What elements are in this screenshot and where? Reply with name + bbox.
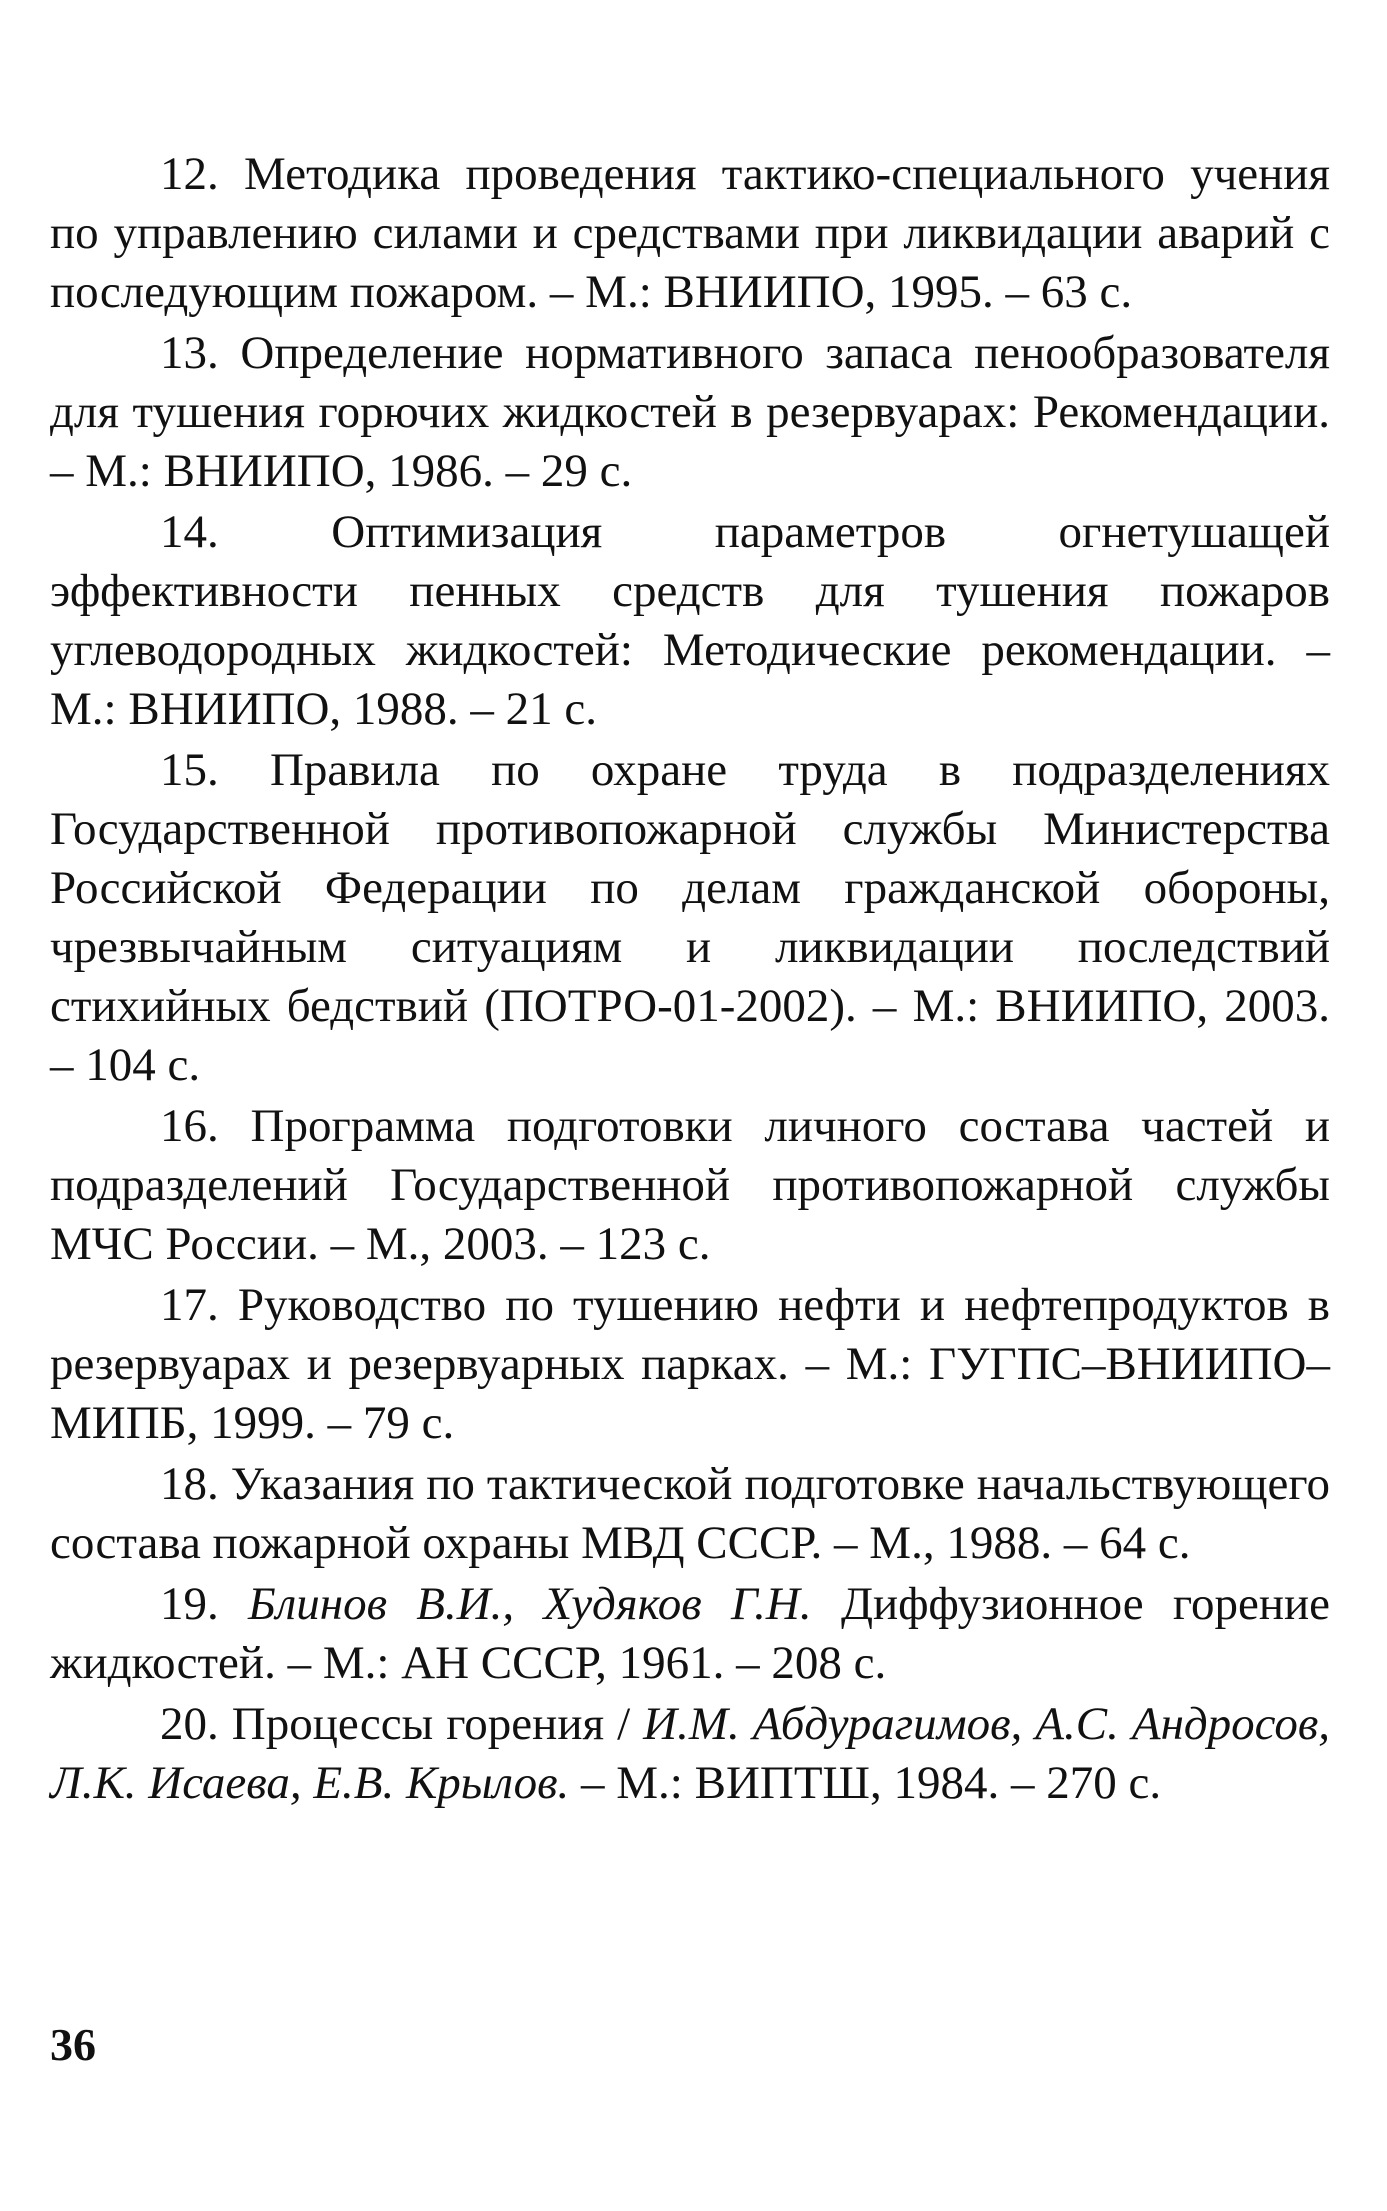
reference-number: 15. [160, 744, 219, 796]
reference-number: 18. [160, 1458, 219, 1510]
reference-entry-19 [50, 1575, 1330, 1693]
reference-text: Программа подготовки личного состава частей и подразделений Государственной противопожарной службы МЧС России. – М., 2003. – 123 с. [50, 1100, 1330, 1270]
reference-text: Руководство по тушению нефти и нефтепродуктов в резервуарах и резервуарных парках. – М.: ГУГПС–ВНИИПО–МИПБ, 1999. – 79 с. [50, 1279, 1330, 1449]
reference-entry-20 [50, 1695, 1330, 1813]
reference-entry-14 [50, 503, 1330, 739]
reference-entry-15 [50, 741, 1330, 1095]
reference-entry-13 [50, 324, 1330, 501]
reference-title: Процессы горения / [231, 1698, 644, 1750]
reference-authors: И.М. Абдурагимов, А.С. Андросов, Л.К. Исаева, Е.В. Крылов. [50, 1698, 1331, 1809]
reference-number: 17. [160, 1279, 219, 1331]
reference-entry-17 [50, 1276, 1330, 1453]
reference-authors: Блинов В.И., Худяков Г.Н. [248, 1578, 812, 1630]
reference-text: – М.: ВИПТШ, 1984. – 270 с. [581, 1757, 1162, 1809]
reference-text: Правила по охране труда в подразделениях Государственной противопожарной службы Министерства Российской Федерации по делам гражданской обороны, чрезвычайным ситуациям и ликвидации последствий стихийных бедствий (ПОТРО-01-2002). – М.: ВНИИПО, 2003. – 104 с. [50, 744, 1330, 1091]
page-number: 36 [50, 2019, 96, 2070]
reference-text: Диффузионное горение жидкостей. – М.: АН СССР, 1961. – 208 с. [50, 1578, 1330, 1689]
reference-text: Указания по тактической подготовке начальствующего состава пожарной охраны МВД СССР. – М., 1988. – 64 с. [50, 1458, 1330, 1569]
reference-text: Определение нормативного запаса пенообразователя для тушения горючих жидкостей в резервуарах: Рекомендации. – М.: ВНИИПО, 1986. – 29 с. [50, 327, 1331, 497]
reference-entry-12 [50, 145, 1330, 322]
reference-list [50, 145, 1330, 1815]
reference-number: 12. [160, 148, 219, 200]
reference-text: Оптимизация параметров огнетушащей эффективности пенных средств для тушения пожаров углеводородных жидкостей: Методические рекомендации. – М.: ВНИИПО, 1988. – 21 с. [50, 506, 1331, 735]
reference-number: 20. [160, 1698, 219, 1750]
reference-number: 19. [160, 1578, 219, 1630]
reference-number: 13. [160, 327, 219, 379]
reference-text: Методика проведения тактико-специального учения по управлению силами и средствами при ликвидации аварий с последующим пожаром. – М.: ВНИИПО, 1995. – 63 с. [50, 148, 1331, 318]
reference-number: 14. [160, 506, 219, 558]
reference-entry-18 [50, 1455, 1330, 1573]
reference-number: 16. [160, 1100, 219, 1152]
reference-entry-16 [50, 1097, 1330, 1274]
